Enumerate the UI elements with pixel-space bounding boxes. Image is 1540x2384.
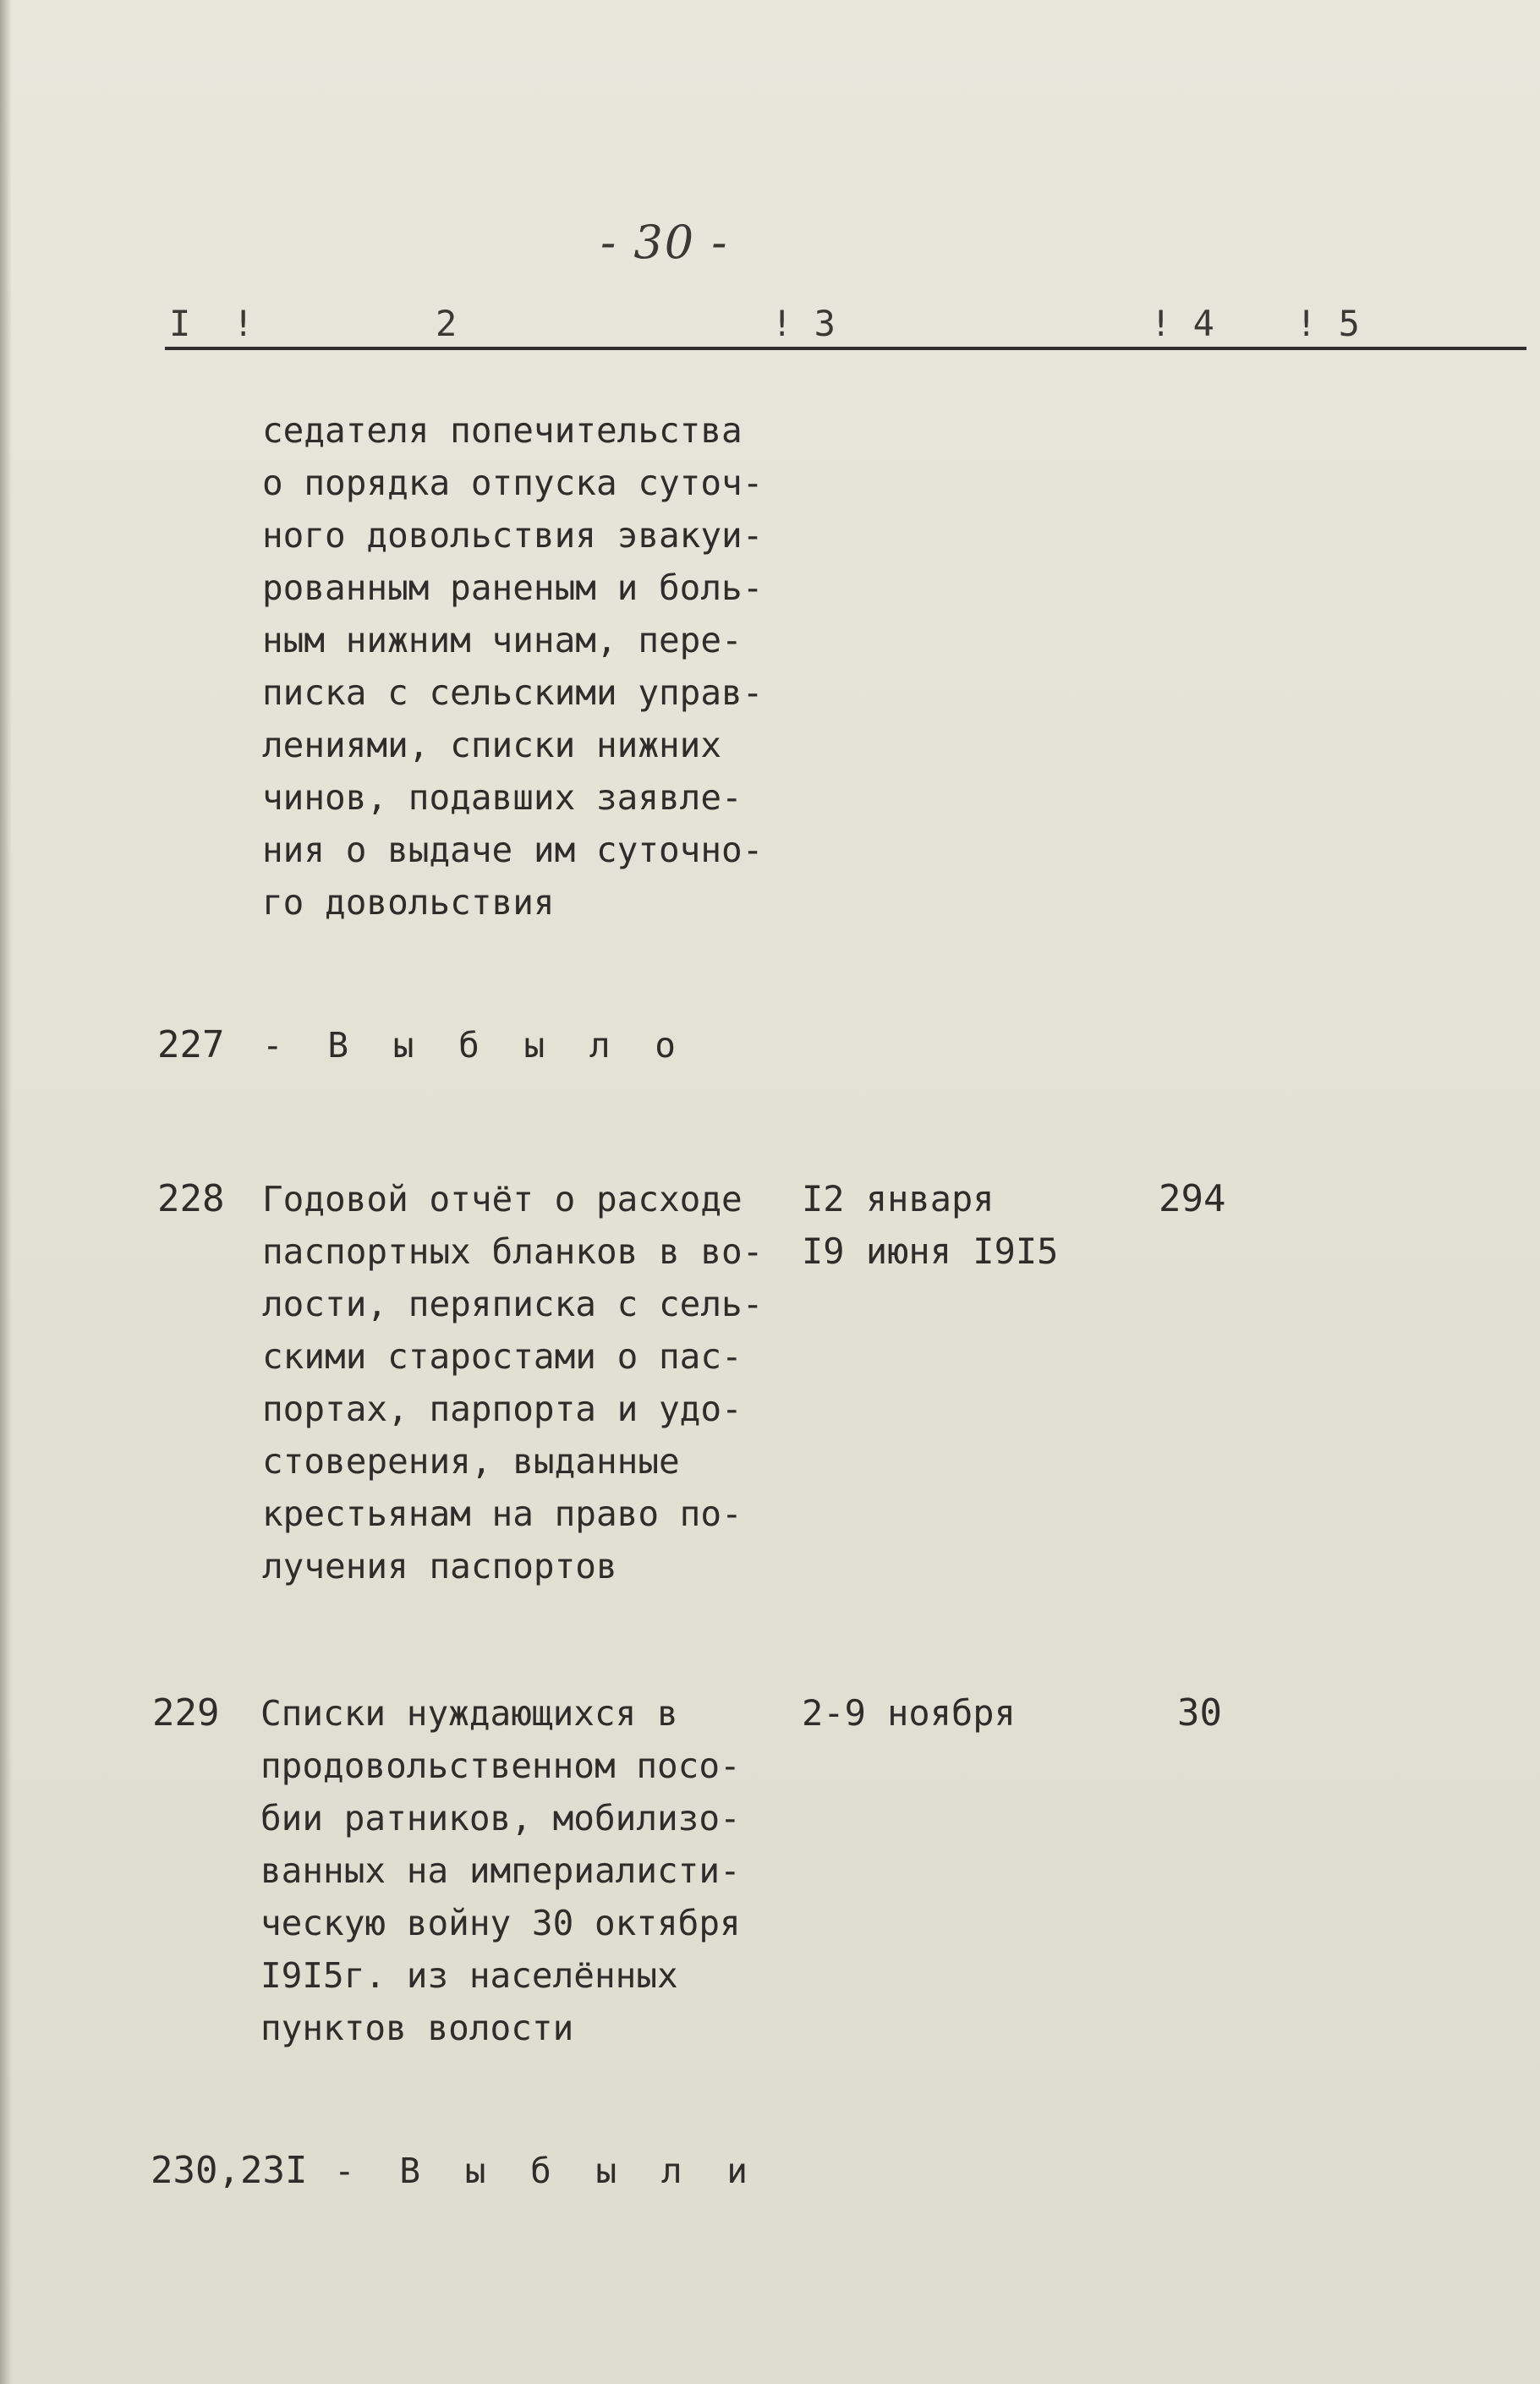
- text-line: лениями, списки нижних: [262, 725, 722, 765]
- entry-title: [262, 1173, 763, 1592]
- header-rule: [165, 347, 1526, 350]
- text-line: портах, парпорта и удо-: [262, 1389, 743, 1429]
- text-line: писка с сельскими управ-: [262, 672, 764, 713]
- page-number: - 30 -: [600, 216, 729, 269]
- entry-title: [262, 1019, 688, 1071]
- text-line: лости, перяписка с сель-: [262, 1284, 764, 1324]
- column-header-separator: !: [233, 303, 255, 344]
- text-line: рованным раненым и боль-: [262, 567, 764, 608]
- entry-number: 227: [157, 1023, 225, 1066]
- text-line: ванных на империалисти-: [260, 1850, 741, 1891]
- text-line: ческую войну 30 октября: [260, 1903, 741, 1943]
- text-line: лучения паспортов: [262, 1546, 617, 1587]
- text-line: чинов, подавших заявле-: [262, 777, 743, 818]
- text-line: седателя попечительства: [262, 410, 743, 451]
- column-header-2: 2: [436, 303, 458, 344]
- entry-dates: [802, 1173, 1058, 1278]
- text-line: пунктов волости: [260, 2008, 574, 2048]
- text-line: ным нижним чинам, пере-: [262, 620, 743, 660]
- text-line: о порядка отпуска суточ-: [262, 463, 764, 503]
- entry-dates: [802, 1687, 1016, 1740]
- entry-sheet-count: 294: [1159, 1177, 1226, 1220]
- text-line: бии ратников, мобилизо-: [260, 1798, 741, 1839]
- page-edge-shadow: [0, 0, 12, 2384]
- text-line: Годовой отчёт о расходе: [262, 1179, 743, 1219]
- column-header-3: ! 3: [771, 303, 836, 344]
- text-line: ного довольствия эвакуи-: [262, 515, 764, 556]
- date-line: I9 июня I9I5: [802, 1230, 1059, 1272]
- text-line: ния о выдаче им суточно-: [262, 830, 764, 870]
- entry-number: 230,23I: [151, 2149, 308, 2192]
- continuation-text: [262, 404, 763, 929]
- entry-number: 228: [157, 1177, 225, 1220]
- entry-sheet-count: 30: [1177, 1691, 1222, 1735]
- text-line: Списки нуждающихся в: [260, 1693, 678, 1734]
- text-line: I9I5г. из населённых: [260, 1955, 678, 1996]
- text-line: - В ы б ы л о: [262, 1025, 688, 1066]
- text-line: стоверения, выданные: [262, 1441, 680, 1482]
- text-line: продовольственном посо-: [260, 1746, 741, 1786]
- text-line: крестьянам на право по-: [262, 1493, 743, 1534]
- entry-title: [260, 1687, 741, 2054]
- date-line: 2-9 ноября: [802, 1692, 1016, 1734]
- date-line: I2 января: [802, 1178, 995, 1219]
- column-header-1: I: [169, 303, 191, 344]
- entry-title: [334, 2145, 759, 2197]
- text-line: го довольствия: [262, 882, 555, 923]
- text-line: паспортных бланков в во-: [262, 1231, 764, 1272]
- column-header-4: ! 4: [1150, 303, 1214, 344]
- entry-number: 229: [152, 1691, 220, 1735]
- text-line: - В ы б ы л и: [334, 2151, 759, 2191]
- text-line: скими старостами о пас-: [262, 1336, 743, 1377]
- column-header-5: ! 5: [1296, 303, 1360, 344]
